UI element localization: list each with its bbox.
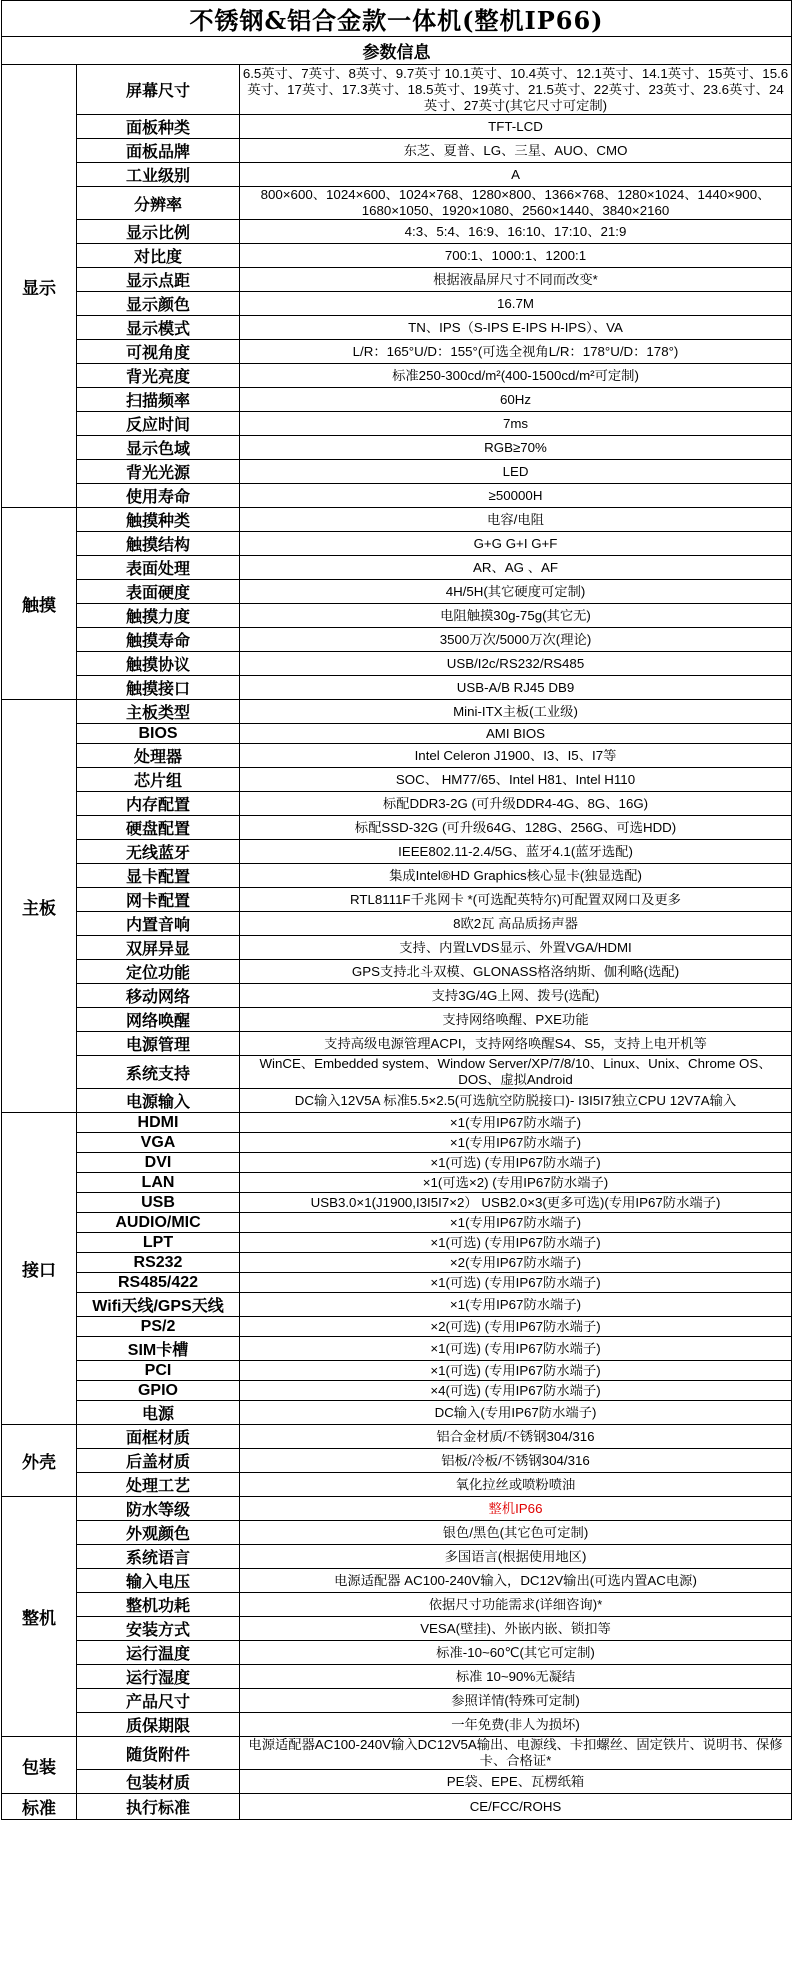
spec-row xyxy=(2,1737,792,1770)
spec-value: 标配SSD-32G (可升级64G、128G、256G、可选HDD) xyxy=(240,816,792,840)
spec-row xyxy=(2,1569,792,1593)
spec-value: ×1(可选) (专用IP67防水端子) xyxy=(240,1273,792,1293)
spec-label: 屏幕尺寸 xyxy=(77,65,240,115)
spec-label: 定位功能 xyxy=(77,960,240,984)
spec-value: ×4(可选) (专用IP67防水端子) xyxy=(240,1381,792,1401)
spec-value: LED xyxy=(240,460,792,484)
spec-label: 显示点距 xyxy=(77,268,240,292)
spec-label: SIM卡槽 xyxy=(77,1337,240,1361)
spec-label: 触摸接口 xyxy=(77,676,240,700)
spec-label: 显卡配置 xyxy=(77,864,240,888)
spec-label: 电源 xyxy=(77,1401,240,1425)
spec-label: 外观颜色 xyxy=(77,1521,240,1545)
spec-row xyxy=(2,1521,792,1545)
spec-row xyxy=(2,1056,792,1089)
spec-row xyxy=(2,676,792,700)
spec-label: 处理工艺 xyxy=(77,1473,240,1497)
spec-row xyxy=(2,1032,792,1056)
spec-value: 集成Intel®HD Graphics核心显卡(独显选配) xyxy=(240,864,792,888)
spec-label: 分辨率 xyxy=(77,187,240,220)
spec-row xyxy=(2,1449,792,1473)
spec-label: 运行湿度 xyxy=(77,1665,240,1689)
spec-row xyxy=(2,292,792,316)
spec-label: Wifi天线/GPS天线 xyxy=(77,1293,240,1317)
spec-row xyxy=(2,1233,792,1253)
spec-row xyxy=(2,1337,792,1361)
spec-label: 无线蓝牙 xyxy=(77,840,240,864)
spec-label: BIOS xyxy=(77,724,240,744)
spec-label: 电源输入 xyxy=(77,1089,240,1113)
spec-value: ×1(可选) (专用IP67防水端子) xyxy=(240,1233,792,1253)
spec-row xyxy=(2,604,792,628)
section-heading: 参数信息 xyxy=(2,37,792,65)
spec-value: DC输入12V5A 标准5.5×2.5(可选航空防脱接口)- I3I5I7独立CPU 12V7A输入 xyxy=(240,1089,792,1113)
spec-label: 扫描频率 xyxy=(77,388,240,412)
spec-label: 显示比例 xyxy=(77,220,240,244)
spec-value: CE/FCC/ROHS xyxy=(240,1794,792,1820)
spec-value: A xyxy=(240,163,792,187)
spec-value: AMI BIOS xyxy=(240,724,792,744)
category-label: 接口 xyxy=(2,1113,77,1425)
spec-row xyxy=(2,580,792,604)
spec-value: 依据尺寸功能需求(详细咨询)* xyxy=(240,1593,792,1617)
spec-row xyxy=(2,888,792,912)
spec-value: VESA(壁挂)、外嵌内嵌、锁扣等 xyxy=(240,1617,792,1641)
spec-value: ×1(可选) (专用IP67防水端子) xyxy=(240,1337,792,1361)
spec-row xyxy=(2,364,792,388)
spec-row xyxy=(2,556,792,580)
spec-row xyxy=(2,1213,792,1233)
spec-value: PE袋、EPE、瓦楞纸箱 xyxy=(240,1770,792,1794)
spec-value: ×1(可选×2) (专用IP67防水端子) xyxy=(240,1173,792,1193)
spec-row xyxy=(2,1381,792,1401)
spec-row xyxy=(2,484,792,508)
spec-label: 面板种类 xyxy=(77,115,240,139)
spec-value: TN、IPS（S-IPS E-IPS H-IPS）、VA xyxy=(240,316,792,340)
spec-row xyxy=(2,1153,792,1173)
spec-value: RGB≥70% xyxy=(240,436,792,460)
category-label: 外壳 xyxy=(2,1425,77,1497)
spec-label: 对比度 xyxy=(77,244,240,268)
spec-label: 使用寿命 xyxy=(77,484,240,508)
spec-row xyxy=(2,460,792,484)
spec-value: 4H/5H(其它硬度可定制) xyxy=(240,580,792,604)
spec-row xyxy=(2,388,792,412)
spec-row xyxy=(2,816,792,840)
spec-row xyxy=(2,1401,792,1425)
spec-value: 铝合金材质/不锈钢304/316 xyxy=(240,1425,792,1449)
spec-value: 电容/电阻 xyxy=(240,508,792,532)
spec-label: 工业级别 xyxy=(77,163,240,187)
spec-row xyxy=(2,1641,792,1665)
spec-row xyxy=(2,244,792,268)
category-label: 触摸 xyxy=(2,508,77,700)
spec-row xyxy=(2,1689,792,1713)
spec-value: ×1(可选) (专用IP67防水端子) xyxy=(240,1361,792,1381)
spec-label: 硬盘配置 xyxy=(77,816,240,840)
spec-value: SOC、 HM77/65、Intel H81、Intel H110 xyxy=(240,768,792,792)
category-label: 整机 xyxy=(2,1497,77,1737)
spec-row xyxy=(2,412,792,436)
spec-row xyxy=(2,1133,792,1153)
spec-label: 表面硬度 xyxy=(77,580,240,604)
spec-value: 电源适配器AC100-240V输入DC12V5A输出、电源线、卡扣螺丝、固定铁片、说明书、保修卡、合格证* xyxy=(240,1737,792,1770)
spec-value: ≥50000H xyxy=(240,484,792,508)
spec-value: 一年免费(非人为损坏) xyxy=(240,1713,792,1737)
spec-value: 7ms xyxy=(240,412,792,436)
spec-value: USB/I2c/RS232/RS485 xyxy=(240,652,792,676)
spec-label: 触摸协议 xyxy=(77,652,240,676)
spec-label: 触摸寿命 xyxy=(77,628,240,652)
spec-value: AR、AG 、AF xyxy=(240,556,792,580)
spec-label: DVI xyxy=(77,1153,240,1173)
spec-label: 背光亮度 xyxy=(77,364,240,388)
spec-row xyxy=(2,1497,792,1521)
spec-row xyxy=(2,840,792,864)
spec-value: 800×600、1024×600、1024×768、1280×800、1366×768、1280×1024、1440×900、1680×1050、1920×1080、2560×1440、3840×2160 xyxy=(240,187,792,220)
spec-label: GPIO xyxy=(77,1381,240,1401)
spec-label: 触摸结构 xyxy=(77,532,240,556)
spec-label: 网卡配置 xyxy=(77,888,240,912)
subtitle-row xyxy=(2,37,792,65)
spec-label: LPT xyxy=(77,1233,240,1253)
title-row xyxy=(2,1,792,37)
spec-row xyxy=(2,1089,792,1113)
spec-label: PCI xyxy=(77,1361,240,1381)
spec-label: 内置音响 xyxy=(77,912,240,936)
spec-row xyxy=(2,1173,792,1193)
spec-label: HDMI xyxy=(77,1113,240,1133)
spec-row xyxy=(2,1617,792,1641)
category-label: 包装 xyxy=(2,1737,77,1794)
spec-label: 系统支持 xyxy=(77,1056,240,1089)
spec-value: 700:1、1000:1、1200:1 xyxy=(240,244,792,268)
spec-value: USB-A/B RJ45 DB9 xyxy=(240,676,792,700)
spec-table-body xyxy=(2,1,792,1820)
spec-row xyxy=(2,139,792,163)
spec-row xyxy=(2,864,792,888)
spec-row xyxy=(2,220,792,244)
spec-label: 质保期限 xyxy=(77,1713,240,1737)
spec-label: 触摸种类 xyxy=(77,508,240,532)
spec-value: 4:3、5:4、16:9、16:10、17:10、21:9 xyxy=(240,220,792,244)
spec-value: 根据液晶屏尺寸不同而改变* xyxy=(240,268,792,292)
spec-label: 反应时间 xyxy=(77,412,240,436)
spec-row xyxy=(2,1665,792,1689)
spec-label: PS/2 xyxy=(77,1317,240,1337)
spec-label: 面框材质 xyxy=(77,1425,240,1449)
spec-label: 产品尺寸 xyxy=(77,1689,240,1713)
spec-value: ×1(专用IP67防水端子) xyxy=(240,1113,792,1133)
spec-value: 银色/黑色(其它色可定制) xyxy=(240,1521,792,1545)
spec-label: 芯片组 xyxy=(77,768,240,792)
spec-row xyxy=(2,700,792,724)
spec-label: 后盖材质 xyxy=(77,1449,240,1473)
spec-label: 系统语言 xyxy=(77,1545,240,1569)
spec-value: RTL8111F千兆网卡 *(可选配英特尔)可配置双网口及更多 xyxy=(240,888,792,912)
spec-row xyxy=(2,1425,792,1449)
spec-label: 内存配置 xyxy=(77,792,240,816)
spec-label: 输入电压 xyxy=(77,1569,240,1593)
spec-label: LAN xyxy=(77,1173,240,1193)
spec-value: L/R：165°U/D：155°(可选全视角L/R：178°U/D：178°) xyxy=(240,340,792,364)
spec-label: RS485/422 xyxy=(77,1273,240,1293)
spec-value: 支持高级电源管理ACPI，支持网络唤醒S4、S5，支持上电开机等 xyxy=(240,1032,792,1056)
spec-row xyxy=(2,984,792,1008)
spec-value: 支持网络唤醒、PXE功能 xyxy=(240,1008,792,1032)
spec-row xyxy=(2,744,792,768)
spec-value: USB3.0×1(J1900,I3I5I7×2） USB2.0×3(更多可选)(专用IP67防水端子) xyxy=(240,1193,792,1213)
spec-value: 参照详情(特殊可定制) xyxy=(240,1689,792,1713)
spec-row xyxy=(2,912,792,936)
spec-row xyxy=(2,532,792,556)
spec-label: 显示颜色 xyxy=(77,292,240,316)
category-label: 显示 xyxy=(2,65,77,508)
category-label: 主板 xyxy=(2,700,77,1113)
spec-value: 标配DDR3-2G (可升级DDR4-4G、8G、16G) xyxy=(240,792,792,816)
spec-value: 东芝、夏普、LG、三星、AUO、CMO xyxy=(240,139,792,163)
spec-value: ×1(专用IP67防水端子) xyxy=(240,1293,792,1317)
spec-label: 执行标准 xyxy=(77,1794,240,1820)
spec-label: 防水等级 xyxy=(77,1497,240,1521)
spec-row xyxy=(2,724,792,744)
spec-row xyxy=(2,652,792,676)
spec-row xyxy=(2,1008,792,1032)
spec-row xyxy=(2,1545,792,1569)
spec-label: VGA xyxy=(77,1133,240,1153)
spec-row xyxy=(2,768,792,792)
spec-label: 面板品牌 xyxy=(77,139,240,163)
spec-label: 背光光源 xyxy=(77,460,240,484)
spec-row xyxy=(2,628,792,652)
spec-label: 移动网络 xyxy=(77,984,240,1008)
spec-value: IEEE802.11-2.4/5G、蓝牙4.1(蓝牙选配) xyxy=(240,840,792,864)
spec-value: 8欧2瓦 高品质扬声器 xyxy=(240,912,792,936)
spec-row xyxy=(2,792,792,816)
spec-value: DC输入(专用IP67防水端子) xyxy=(240,1401,792,1425)
spec-label: 触摸力度 xyxy=(77,604,240,628)
spec-row xyxy=(2,187,792,220)
spec-value: ×2(专用IP67防水端子) xyxy=(240,1253,792,1273)
spec-value: 电源适配器 AC100-240V输入，DC12V输出(可选内置AC电源) xyxy=(240,1569,792,1593)
spec-value: 60Hz xyxy=(240,388,792,412)
spec-row xyxy=(2,1193,792,1213)
spec-label: 显示模式 xyxy=(77,316,240,340)
spec-value: WinCE、Embedded system、Window Server/XP/7/8/10、Linux、Unix、Chrome OS、DOS、虚拟Android xyxy=(240,1056,792,1089)
spec-value: 铝板/冷板/不锈钢304/316 xyxy=(240,1449,792,1473)
spec-row xyxy=(2,1293,792,1317)
spec-row xyxy=(2,960,792,984)
spec-label: 电源管理 xyxy=(77,1032,240,1056)
spec-row xyxy=(2,508,792,532)
spec-value: 标准 10~90%无凝结 xyxy=(240,1665,792,1689)
spec-row xyxy=(2,1361,792,1381)
spec-label: 处理器 xyxy=(77,744,240,768)
spec-value: 整机IP66 xyxy=(240,1497,792,1521)
spec-value: 支持、内置LVDS显示、外置VGA/HDMI xyxy=(240,936,792,960)
spec-row xyxy=(2,1593,792,1617)
spec-value: Mini-ITX主板(工业级) xyxy=(240,700,792,724)
spec-row xyxy=(2,1713,792,1737)
spec-row xyxy=(2,340,792,364)
spec-table xyxy=(1,0,792,1820)
spec-row xyxy=(2,1317,792,1337)
spec-label: 运行温度 xyxy=(77,1641,240,1665)
spec-value: 支持3G/4G上网、拨号(选配) xyxy=(240,984,792,1008)
spec-value: 3500万次/5000万次(理论) xyxy=(240,628,792,652)
spec-value: GPS支持北斗双模、GLONASS格洛纳斯、伽利略(选配) xyxy=(240,960,792,984)
spec-value: 电阻触摸30g-75g(其它无) xyxy=(240,604,792,628)
spec-value: 标准250-300cd/m²(400-1500cd/m²可定制) xyxy=(240,364,792,388)
spec-value: TFT-LCD xyxy=(240,115,792,139)
category-label: 标准 xyxy=(2,1794,77,1820)
spec-label: 随货附件 xyxy=(77,1737,240,1770)
spec-value: G+G G+I G+F xyxy=(240,532,792,556)
spec-value: 氧化拉丝或喷粉喷油 xyxy=(240,1473,792,1497)
spec-label: 安装方式 xyxy=(77,1617,240,1641)
spec-value: ×1(专用IP67防水端子) xyxy=(240,1213,792,1233)
spec-label: 双屏异显 xyxy=(77,936,240,960)
spec-label: 包装材质 xyxy=(77,1770,240,1794)
spec-value: Intel Celeron J1900、I3、I5、I7等 xyxy=(240,744,792,768)
spec-row xyxy=(2,936,792,960)
spec-label: 表面处理 xyxy=(77,556,240,580)
spec-row xyxy=(2,1770,792,1794)
spec-row xyxy=(2,1794,792,1820)
spec-value: 16.7M xyxy=(240,292,792,316)
spec-value: ×1(可选) (专用IP67防水端子) xyxy=(240,1153,792,1173)
spec-value: 多国语言(根据使用地区) xyxy=(240,1545,792,1569)
page-title: 不锈钢&铝合金款一体机(整机IP66) xyxy=(2,1,792,37)
spec-label: AUDIO/MIC xyxy=(77,1213,240,1233)
spec-value: 6.5英寸、7英寸、8英寸、9.7英寸 10.1英寸、10.4英寸、12.1英寸、14.1英寸、15英寸、15.6英寸、17英寸、17.3英寸、18.5英寸、19英寸、21.5英寸、22英寸、23英寸、23.6英寸、24英寸、27英寸(其它尺寸可定制) xyxy=(240,65,792,115)
spec-value: ×1(专用IP67防水端子) xyxy=(240,1133,792,1153)
spec-label: 网络唤醒 xyxy=(77,1008,240,1032)
spec-row xyxy=(2,268,792,292)
spec-value: 标准-10~60℃(其它可定制) xyxy=(240,1641,792,1665)
spec-row xyxy=(2,163,792,187)
spec-row xyxy=(2,1473,792,1497)
spec-row xyxy=(2,65,792,115)
spec-label: USB xyxy=(77,1193,240,1213)
spec-row xyxy=(2,1253,792,1273)
spec-value: ×2(可选) (专用IP67防水端子) xyxy=(240,1317,792,1337)
spec-row xyxy=(2,316,792,340)
spec-label: RS232 xyxy=(77,1253,240,1273)
spec-row xyxy=(2,115,792,139)
spec-row xyxy=(2,1113,792,1133)
spec-row xyxy=(2,1273,792,1293)
spec-label: 主板类型 xyxy=(77,700,240,724)
spec-label: 可视角度 xyxy=(77,340,240,364)
spec-label: 显示色域 xyxy=(77,436,240,460)
spec-row xyxy=(2,436,792,460)
spec-label: 整机功耗 xyxy=(77,1593,240,1617)
